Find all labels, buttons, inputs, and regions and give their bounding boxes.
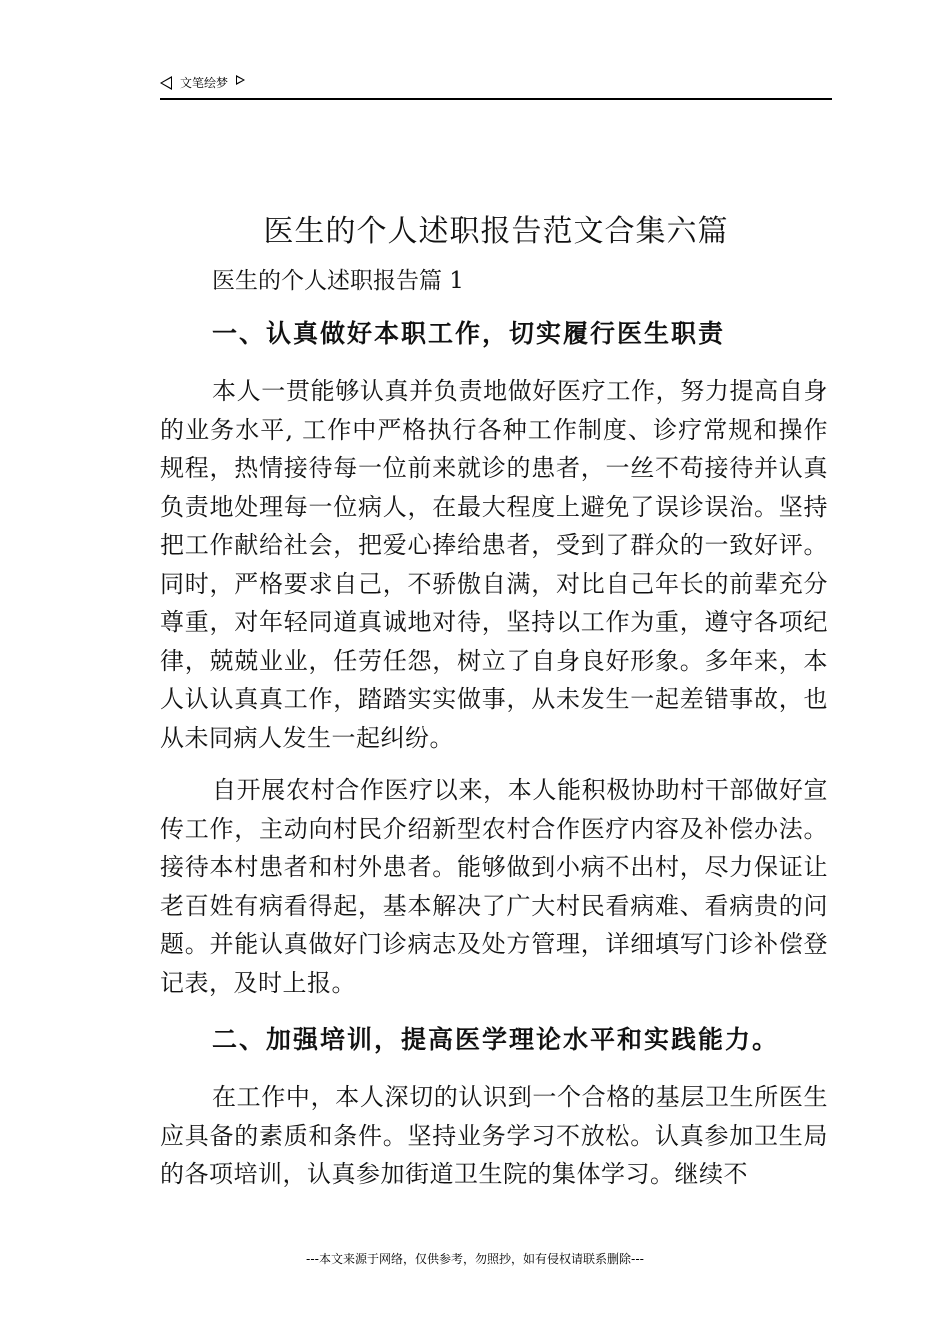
section-heading-1: 一、认真做好本职工作，切实履行医生职责: [212, 319, 726, 348]
header-brand: [160, 74, 245, 91]
triangle-right-icon: [236, 75, 245, 85]
document-body: [160, 310, 828, 1208]
document-subtitle: 医生的个人述职报告篇 1: [212, 268, 464, 294]
footer-notice: ---本文来源于网络，仅供参考，勿照抄，如有侵权请联系删除---: [306, 1252, 644, 1266]
paragraph: 在工作中，本人深切的认识到一个合格的基层卫生所医生应具备的素质和条件。坚持业务学习不放松。认真参加卫生局的各项培训，认真参加街道卫生院的集体学习。继续不: [160, 1083, 828, 1188]
section-heading-2: 二、加强培训，提高医学理论水平和实践能力。: [212, 1025, 780, 1054]
page-header: [160, 72, 832, 100]
document-title: 医生的个人述职报告范文合集六篇: [263, 214, 729, 249]
paragraph: 自开展农村合作医疗以来，本人能积极协助村干部做好宣传工作，主动向村民介绍新型农村合作医疗内容及补偿办法。接待本村患者和村外患者。能够做到小病不出村，尽力保证让老百姓有病看得起，基本解决了广大村民看病难、看病贵的问题。并能认真做好门诊病志及处方管理，详细填写门诊补偿登记表，及时上报。: [160, 776, 828, 997]
paragraph: 本人一贯能够认真并负责地做好医疗工作，努力提高自身的业务水平, 工作中严格执行各种工作制度、诊疗常规和操作规程，热情接待每一位前来就诊的患者，一丝不苟接待并认真负责地处理每一位病人，在最大程度上避免了误诊误治。坚持把工作献给社会，把爱心捧给患者，受到了群众的一致好评。同时，严格要求自己，不骄傲自满，对比自己年长的前辈充分尊重，对年轻同道真诚地对待，坚持以工作为重，遵守各项纪律，兢兢业业，任劳任怨，树立了自身良好形象。多年来，本人认认真真工作，踏踏实实做事，从未发生一起差错事故，也从未同病人发生一起纠纷。: [160, 377, 828, 752]
header-brand-text: 文笔绘梦: [180, 76, 229, 90]
triangle-left-icon: [160, 76, 172, 90]
